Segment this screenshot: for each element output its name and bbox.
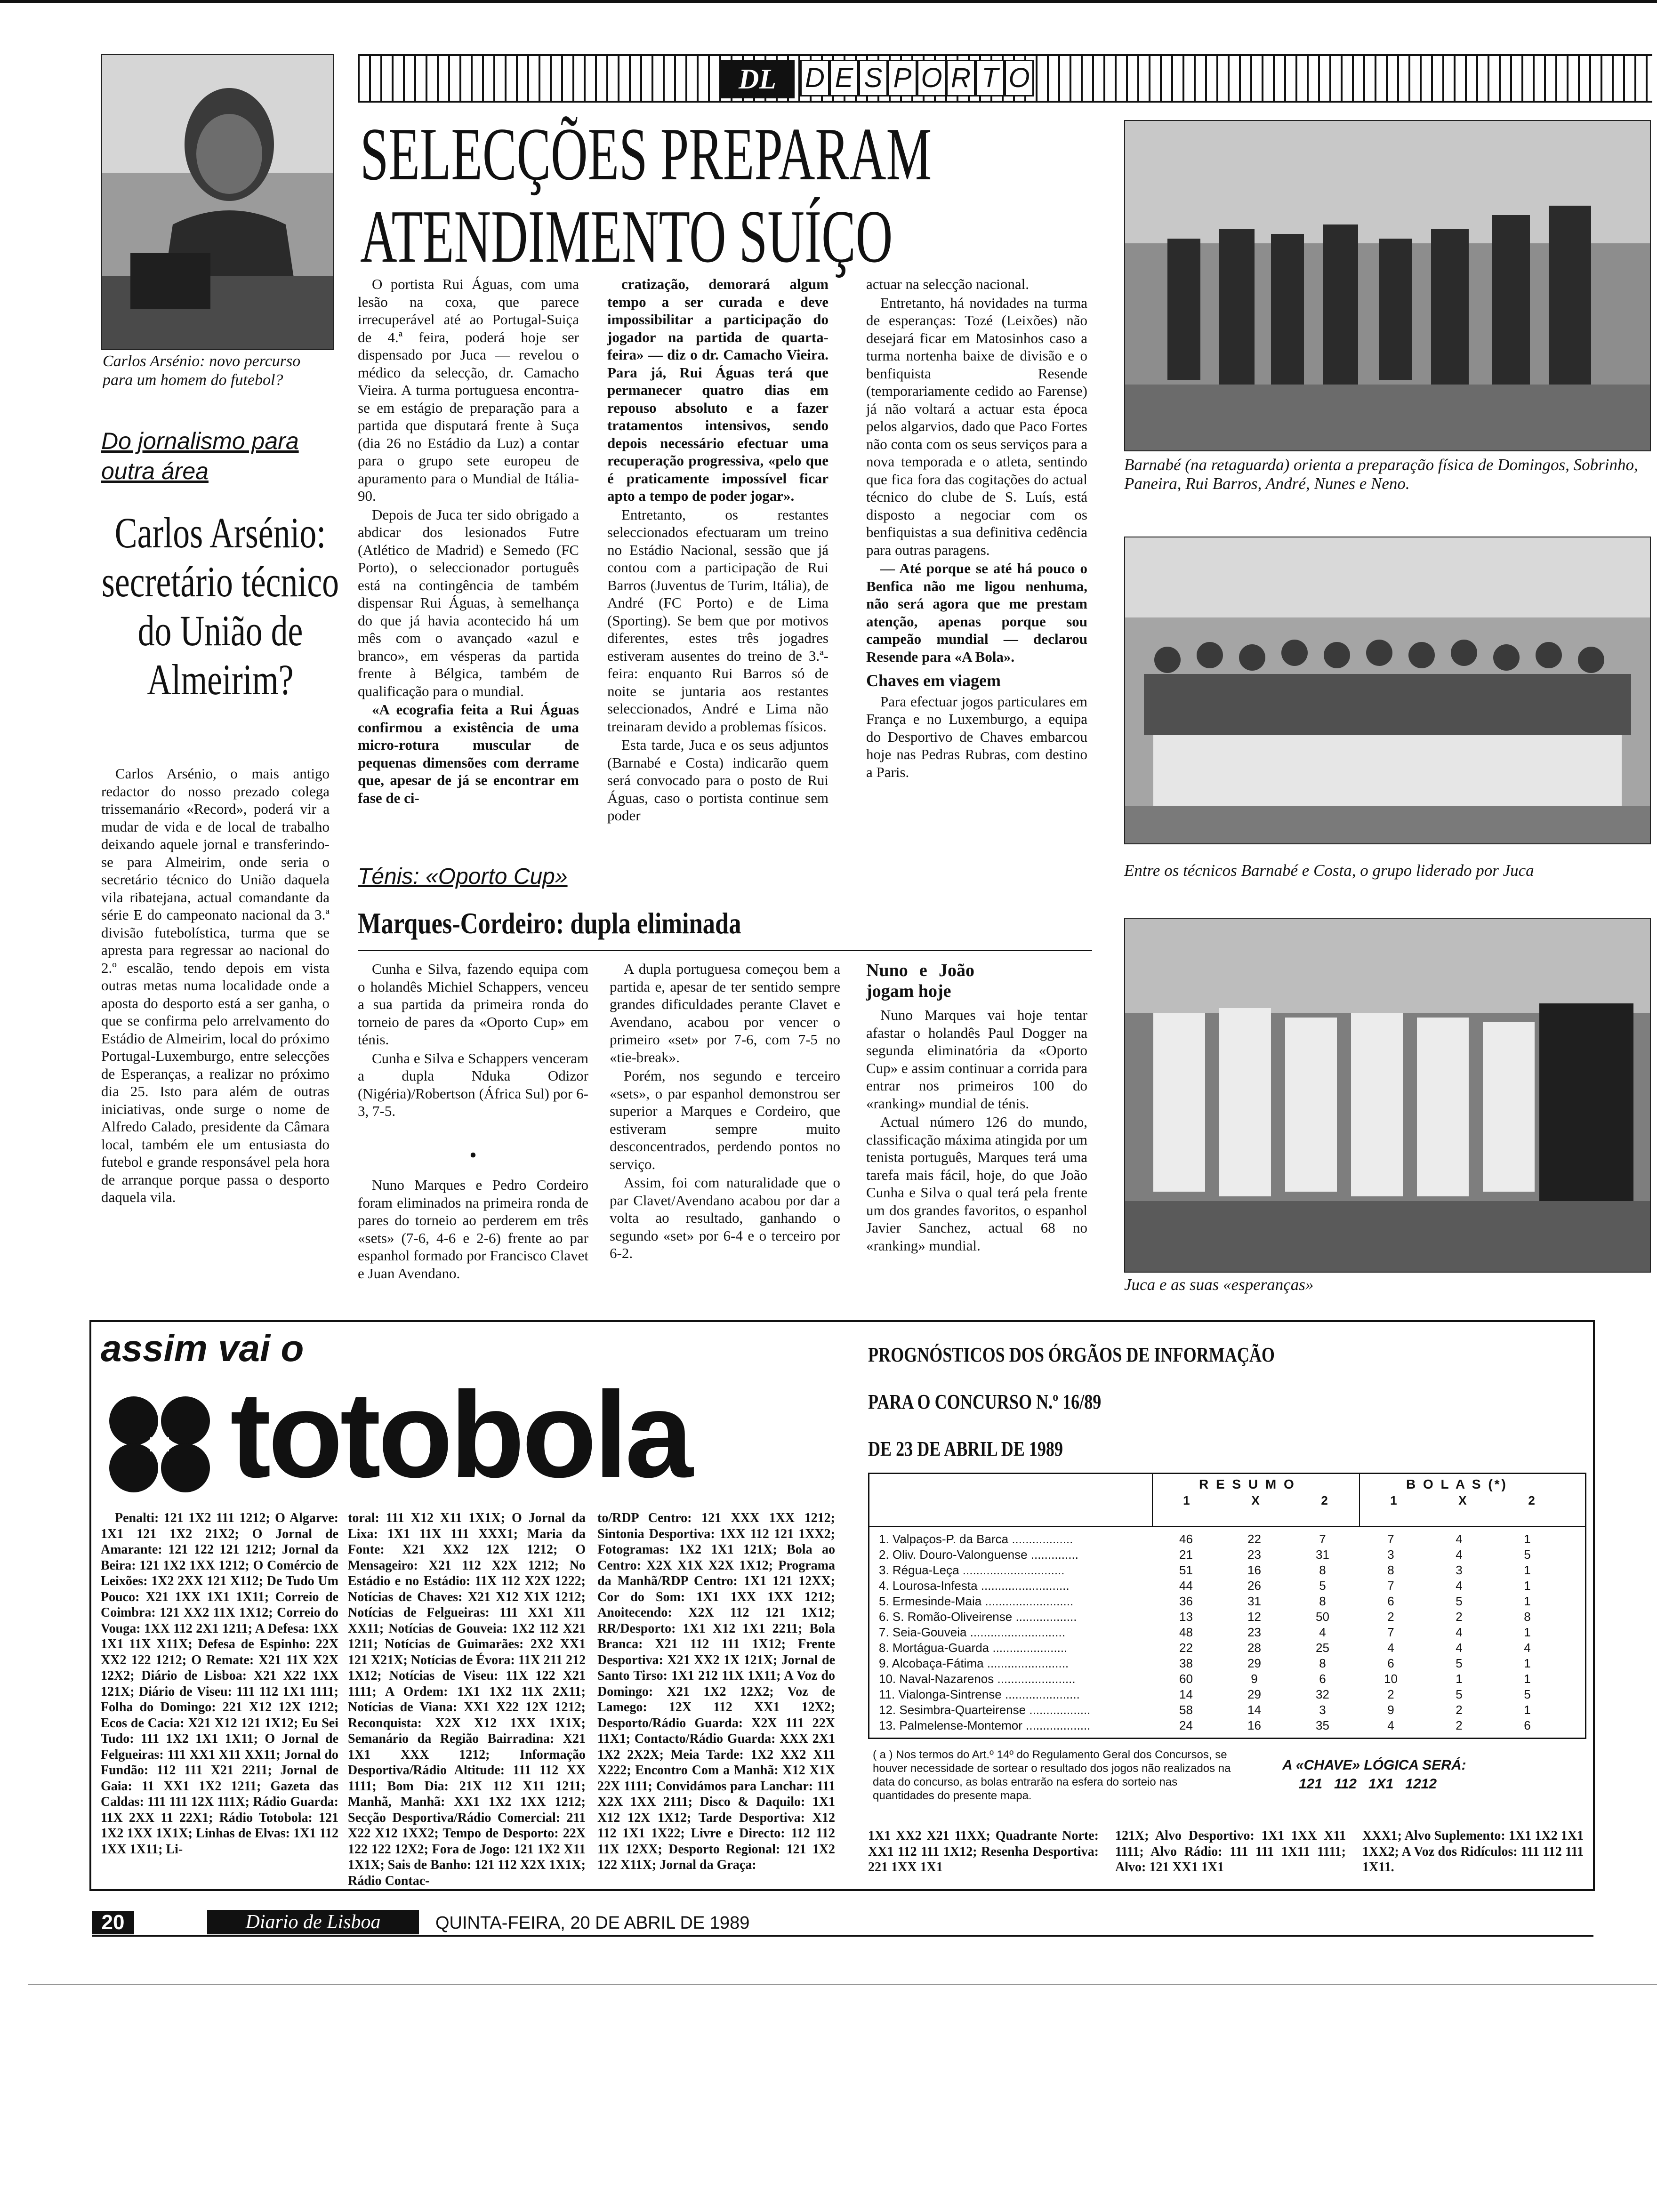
bolas-cell: 2 xyxy=(1387,1610,1394,1624)
bolas-cell: 1 xyxy=(1524,1672,1531,1686)
paragraph: «A ecografia feita a Rui Águas confirmou a existência de uma micro-rotura muscular de pequenas dimensões com derrame que, apesar de já se encontrar em fase de ci- xyxy=(358,701,579,806)
totobola-tagline: assim vai o xyxy=(101,1327,304,1369)
forecast-col-4 xyxy=(868,1828,1099,1876)
resumo-cell: 46 xyxy=(1179,1532,1193,1546)
masthead xyxy=(358,54,1652,103)
team-photo xyxy=(1124,537,1651,844)
left-kicker: Do jornalismo para outra área xyxy=(101,428,299,484)
resumo-cell: 36 xyxy=(1179,1594,1193,1608)
bolas-cell: 1 xyxy=(1524,1625,1531,1639)
table-row xyxy=(879,1671,1561,1687)
forecast-col-5 xyxy=(1115,1828,1346,1876)
table-row xyxy=(879,1547,1561,1563)
tennis-rule xyxy=(358,950,1092,951)
title-line-2: PARA O CONCURSO N.º 16/89 xyxy=(868,1390,1102,1413)
tennis-col-2 xyxy=(610,960,840,1263)
footer-paper: Diario de Lisboa xyxy=(207,1910,419,1934)
bullet-separator: • xyxy=(469,1143,477,1167)
bolas-cell: 5 xyxy=(1456,1687,1463,1701)
bolas-label: B O L A S (*) xyxy=(1406,1477,1508,1491)
header-cell: 2 xyxy=(1528,1493,1535,1507)
paragraph: Entretanto, há novidades na turma de esperanças: Tozé (Leixões) não desejará ficar em Matosinhos caso a turma nortenha baixe de divisão e o benfiquista Resende (temporariamente cedido ao Farense) já não voltará a actuar esta época pelos algarvios, dado que Paco Fortes não conta com os seus serviços para a nova temporada e o atleta, sentindo que fica fora das cogitações do actual técnico do clube de S. Luís, está disposto a negociar com os benfiquistas a sua definitiva cedência para outras paragens. xyxy=(866,294,1087,558)
bolas-cell: 1 xyxy=(1456,1672,1463,1686)
bolas-cell: 4 xyxy=(1456,1532,1463,1546)
game-cell: 6. S. Romão-Oliveirense .................. xyxy=(879,1610,1077,1624)
paragraph: Esta tarde, Juca e os seus adjuntos (Barnabé e Costa) indicarão quem será convocado para o posto de Rui Águas, caso o portista continue sem poder xyxy=(607,737,828,824)
resumo-cell: 58 xyxy=(1179,1703,1193,1717)
header-rule xyxy=(869,1526,1585,1527)
main-col-2 xyxy=(607,275,828,825)
footer-rule xyxy=(92,1935,1593,1937)
paragraph: actuar na selecção nacional. xyxy=(866,276,1029,292)
game-cell: 9. Alcobaça-Fátima ........................ xyxy=(879,1656,1069,1670)
bolas-cell: 4 xyxy=(1524,1641,1531,1655)
paragraph: Cunha e Silva e Schappers venceram a dupla Nduka Odizor (Nigéria)/Robertson (África Sul) por 6-3, 7-5. xyxy=(358,1050,588,1119)
bolas-cell: 1 xyxy=(1524,1594,1531,1608)
main-headline-line2: ATENDIMENTO SUÍÇO xyxy=(360,194,893,278)
forecast-list: to/RDP Centro: 121 XXX 1XX 1212; Sintonia Desportiva: 1XX 112 121 1XX2; Fotogramas: 1X2 1X1 121X; Bola ao Centro: X2X X1X X2X 1X12; Programa da Manhã/RDP Centro: 1X1 121 12XX; Cor do Som: 1X1 1XX 1XX 1212; Anoitecendo: X2X 112 121 1X12; RR/Desporto: 1X1 X12 1X1 2211; Bola Branca: X21 112 111 1X12; Frente Desportiva: X21 XX2 1X 121X; Jornal de Santo Tirso: 1X1 212 11X 1X11; A Voz do Domingo: X21 1X2 12X2; Voz de Lamego: 12X 112 XX1 12X2; Desporto/Rádio Guarda: X2X 111 22X 11X1; Contacto/Rádio Guarda: XXX 2X1 1X2 2X2X; Meia Tarde: 1X2 XX2 X11 X222; Encontro Com a Manhã: X12 X1X 22X 1111; Convidámos para Lanchar: 111 X2X 1XX 2111; Disco & Daquilo: 1X1 X12 12X 1X12; Tarde Desportiva: X12 112 1X1 1X22; Livre e Directo: 112 112 11X 12XX; Desporto Regional: 121 1X2 122 X11X; Jornal da Graça: xyxy=(597,1511,835,1872)
game-cell: 7. Seia-Gouveia ............................ xyxy=(879,1625,1065,1639)
totobola-box xyxy=(89,1320,1595,1891)
resumo-cell: 12 xyxy=(1247,1610,1261,1624)
game-cell: 3. Régua-Leça .............................. xyxy=(879,1563,1065,1577)
forecast-col-2 xyxy=(348,1510,586,1890)
tennis-subhead: Nuno e João jogam hoje xyxy=(866,961,974,1001)
bolas-cell: 4 xyxy=(1387,1718,1394,1732)
bottom-rule xyxy=(28,1984,1657,1985)
bolas-cell: 9 xyxy=(1387,1703,1394,1717)
resumo-cell: 35 xyxy=(1316,1718,1329,1732)
bolas-cell: 4 xyxy=(1456,1625,1463,1639)
resumo-cell: 24 xyxy=(1179,1718,1193,1732)
section-letter: O xyxy=(1005,60,1034,96)
bolas-cell: 2 xyxy=(1456,1703,1463,1717)
resumo-cell: 13 xyxy=(1179,1610,1193,1624)
resumo-cell: 25 xyxy=(1316,1641,1329,1655)
resumo-cell: 6 xyxy=(1319,1672,1326,1686)
bolas-cell: 10 xyxy=(1384,1672,1398,1686)
bolas-cell: 1 xyxy=(1524,1703,1531,1717)
portrait-caption: Carlos Arsénio: novo percurso para um homem do futebol? xyxy=(103,353,301,389)
game-cell: 10. Naval-Nazarenos ....................... xyxy=(879,1672,1076,1686)
game-cell: 11. Vialonga-Sintrense ...................... xyxy=(879,1687,1080,1701)
resumo-cell: 16 xyxy=(1247,1718,1261,1732)
paragraph: — Até porque se até há pouco o Benfica não me ligou nenhuma, não será agora que me prestam atenção, apenas porque sou campeão mundial — declarou Resende para «A Bola». xyxy=(866,560,1087,665)
page-number: 20 xyxy=(92,1911,134,1934)
bolas-cell: 7 xyxy=(1387,1579,1394,1593)
bolas-cell: 4 xyxy=(1456,1641,1463,1655)
resumo-cell: 16 xyxy=(1247,1563,1261,1577)
bolas-cell: 6 xyxy=(1387,1656,1394,1670)
resumo-cell: 31 xyxy=(1316,1547,1329,1562)
table-row xyxy=(879,1702,1561,1718)
forecast-list: Penalti: 121 1X2 111 1212; O Algarve: 1X1 121 1X2 21X2; O Jornal de Amarante: 121 122 121 1212; Jornal da Beira: 121 1X2 1XX 1212; O Comércio de Leixões: 1X2 2XX 121 X112; De Tudo Um Pouco: X21 1XX 1X1 1X11; Correio de Coimbra: 121 XX2 11X 1X12; Correio do Vouga: 1XX 112 2X1 1211; A Defesa: 1XX 1X1 11X X11X; Defesa de Espinho: 22X XX2 122 1212; O Remate: X21 11X X2X 12X2; Diário de Lisboa: X21 X22 1XX 121X; Diário de Viseu: 111 112 1X1 1111; Folha do Domingo: 221 X12 12X 1212; Ecos de Cacia: X21 X12 121 1X12; Eu Sei Tudo: 111 1X2 1X1 1X11; O Jornal de Felgueiras: 111 XX1 X11 XX11; Jornal do Fundão: 112 111 X21 2211; Jornal de Gaia: 11 XX1 1X2 1211; Gazeta das Caldas: 111 111 12X 111X; Rádio Guarda: 11X 2XX 11 22X1; Rádio Totobola: 121 1X2 1XX 1X1X; Linhas de Elvas: 1X1 112 1XX 1X11; Li- xyxy=(101,1511,338,1857)
tennis-headline: Marques-Cordeiro: dupla eliminada xyxy=(358,906,741,940)
title-line-3: DE 23 DE ABRIL DE 1989 xyxy=(868,1437,1063,1460)
forecast-col-6 xyxy=(1362,1828,1584,1876)
paragraph: Porém, nos segundo e terceiro «sets», o par espanhol demonstrou ser superior a Marques e Cordeiro, que estiveram sempre muito desconcentrados, perdendo pontos no serviço. xyxy=(610,1067,840,1172)
section-letter: D xyxy=(800,60,829,96)
resumo-label: R E S U M O xyxy=(1199,1477,1296,1491)
resumo-cell: 5 xyxy=(1319,1579,1326,1593)
bolas-cell: 5 xyxy=(1524,1547,1531,1562)
resumo-cell: 7 xyxy=(1319,1532,1326,1546)
game-cell: 8. Mortágua-Guarda ...................... xyxy=(879,1641,1068,1655)
resumo-cell: 8 xyxy=(1319,1594,1326,1608)
game-cell: 1. Valpaços-P. da Barca .................. xyxy=(879,1532,1073,1546)
table-row xyxy=(879,1578,1561,1594)
resumo-cell: 9 xyxy=(1251,1672,1258,1686)
header-cell: X xyxy=(1458,1493,1467,1507)
totobola-logo-icon xyxy=(105,1393,214,1496)
main-headline xyxy=(360,113,1123,278)
caption-1: Barnabé (na retaguarda) orienta a preparação física de Domingos, Sobrinho, Paneira, Rui Barros, André, Nunes e Neno. xyxy=(1124,456,1638,493)
esperancas-photo xyxy=(1124,918,1651,1273)
table-row xyxy=(879,1594,1561,1609)
game-cell: 5. Ermesinde-Maia .......................... xyxy=(879,1594,1074,1608)
paragraph: Nuno Marques e Pedro Cordeiro foram eliminados na primeira ronda de pares do torneio ao perderem em três «sets» (7-6, 4-6 e 2-6) frente ao par espanhol formado por Francisco Clavet e Juan Avendano. xyxy=(358,1177,588,1282)
chave-label: A «CHAVE» LÓGICA SERÁ: xyxy=(1282,1757,1466,1773)
paragraph: Cunha e Silva, fazendo equipa com o holandês Michiel Schappers, venceu a sua partida da primeira ronda do torneio de pares da «Oporto Cup» em ténis. xyxy=(358,961,588,1048)
bolas-cell: 1 xyxy=(1524,1563,1531,1577)
table-row xyxy=(879,1687,1561,1702)
table-row xyxy=(879,1625,1561,1640)
dl-logo xyxy=(720,60,795,98)
resumo-cell: 8 xyxy=(1319,1563,1326,1577)
resumo-cell: 8 xyxy=(1319,1656,1326,1670)
header-cell: X xyxy=(1251,1493,1260,1507)
section-letter: O xyxy=(917,60,946,96)
resumo-cell: 60 xyxy=(1179,1672,1193,1686)
forecast-list: 121X; Alvo Desportivo: 1X1 1XX X11 1111; Alvo Rádio: 111 111 1X11 1111; Alvo: 121 XX1 1X1 xyxy=(1115,1828,1346,1875)
left-body-text: Carlos Arsénio, o mais antigo redactor do nosso prezado colega trissemanário «Record», poderá vir a mudar de vida e de local de trabalho deixando aquele jornal e transferindo-se para Almeirim, onde seria o secretário técnico do União daquela vila ribatejana, actual comandante da série E do campeonato nacional da 3.ª divisão futebolística, turma que se apresta para regressar ao nacional do 2.º escalão, tendo depois em vista outras metas numa localidade onde a aposta do desporto está a ser ganha, o que se confirma pelo arrelvamento do Estádio de Almeirim, local do próximo Portugal-Luxemburgo, entre selecções de Esperanças, a realizar no próximo dia 25. Isto para além de outras iniciativas, onde surge o nome de Alfredo Calado, presidente da Câmara local, também ele um entusiasta do futebol e grande responsável pela hora de arranque porque passa o desporto daquela vila. xyxy=(101,765,330,1205)
table-row xyxy=(879,1656,1561,1671)
resumo-cell: 29 xyxy=(1247,1656,1261,1670)
resumo-cell: 3 xyxy=(1319,1703,1326,1717)
main-col-1 xyxy=(358,275,579,808)
paragraph: Actual número 126 do mundo, classificação máxima atingida por um tenista português, Marques terá uma tarefa mais fácil, hoje, do que João Cunha e Silva o qual terá pela frente um dos grandes favoritos, o espanhol Javier Sanchez, actual 68 no «ranking» mundial. xyxy=(866,1114,1087,1254)
resumo-cell: 29 xyxy=(1247,1687,1261,1701)
resumo-cell: 48 xyxy=(1179,1625,1193,1639)
footnote: ( a ) Nos termos do Art.º 14º do Regulamento Geral dos Concursos, se houver necessidade de sortear o resultado dos jogos não realizados na data do concurso, as bolas entrarão na esfera do sorteio nas quantidades do presente mapa. xyxy=(873,1748,1231,1802)
title-line-1: PROGNÓSTICOS DOS ÓRGÃOS DE INFORMAÇÃO xyxy=(868,1343,1275,1366)
section-letter: R xyxy=(946,60,975,96)
forecast-col-3 xyxy=(597,1510,835,1874)
section-letter: P xyxy=(888,60,917,96)
section-letter: T xyxy=(975,60,1005,96)
resumo-cell: 50 xyxy=(1316,1610,1329,1624)
table-row xyxy=(879,1563,1561,1578)
col-header-row xyxy=(1152,1493,1566,1508)
paragraph: O portista Rui Águas, com uma lesão na coxa, que parece irrecuperável até ao Portugal-Suiça de 4.ª feira, poderá hoje ser dispensado por Juca — revelou o médico da selecção, dr. Camacho Vieira. A turma portuguesa encontra-se em estágio de preparação para a partida que disputará frente à Suça (dia 26 no Estádio da Luz) a contar para o grupo sete europeu de apuramento para o Mundial de Itália-90. xyxy=(358,276,579,504)
table-row xyxy=(879,1609,1561,1625)
bolas-cell: 7 xyxy=(1387,1532,1394,1546)
resumo-cell: 14 xyxy=(1247,1703,1261,1717)
section-letter: E xyxy=(829,60,859,96)
table-row xyxy=(1152,1493,1566,1508)
bolas-cell: 5 xyxy=(1524,1687,1531,1701)
resumo-cell: 23 xyxy=(1247,1625,1261,1639)
resumo-cell: 44 xyxy=(1179,1579,1193,1593)
table-row xyxy=(879,1718,1561,1733)
bolas-cell: 7 xyxy=(1387,1625,1394,1639)
forecast-list: XXX1; Alvo Suplemento: 1X1 1X2 1X1 1XX2; A Voz dos Ridículos: 111 112 111 1X11. xyxy=(1362,1828,1584,1875)
paragraph: Depois de Juca ter sido obrigado a abdicar dos lesionados Futre (Atlético de Madrid) e Semedo (FC Porto), o seleccionador português está na contingência de também dispensar Rui Águas, à semelhança do que já havia acontecido há um mês com o avançado «azul e branco», em vésperas da partida frente à Bélgica, também de qualificação para o mundial. xyxy=(358,506,579,699)
prognosticos-title xyxy=(868,1331,1527,1473)
paragraph: Nuno Marques vai hoje tentar afastar o holandês Paul Dogger na segunda eliminatória da «Oporto Cup» e assim continuar a corrida para entrar nos primeiros 100 do «ranking» mundial de ténis. xyxy=(866,1007,1087,1112)
bolas-cell: 8 xyxy=(1387,1563,1394,1577)
dl-logo-text: DL xyxy=(739,63,776,95)
left-body xyxy=(101,765,330,1207)
training-photo-1 xyxy=(1124,120,1651,451)
header-cell: 1 xyxy=(1183,1493,1190,1507)
section-letter: S xyxy=(859,60,888,96)
main-headline-line1: SELECÇÕES PREPARAM xyxy=(360,112,932,196)
results-table xyxy=(868,1473,1586,1739)
left-headline: Carlos Arsénio: secretário técnico do União de Almeirim? xyxy=(101,509,339,704)
chave-value: 121 112 1X1 1212 xyxy=(1299,1776,1437,1792)
bolas-cell: 5 xyxy=(1456,1656,1463,1670)
bolas-cell: 4 xyxy=(1456,1547,1463,1562)
chaves-subhead: Chaves em viagem xyxy=(866,671,1001,690)
game-cell: 4. Lourosa-Infesta .......................... xyxy=(879,1579,1070,1593)
bolas-cell: 4 xyxy=(1387,1641,1394,1655)
bolas-cell: 6 xyxy=(1524,1718,1531,1732)
bolas-cell: 4 xyxy=(1456,1579,1463,1593)
top-rule xyxy=(0,0,1657,3)
paragraph: Assim, foi com naturalidade que o par Clavet/Avendano acabou por dar a volta ao resultado, ganhando o segundo «set» por 6-4 e o terceiro por 6-2. xyxy=(610,1174,840,1261)
bolas-cell: 3 xyxy=(1387,1547,1394,1562)
bolas-cell: 1 xyxy=(1524,1579,1531,1593)
game-cell: 13. Palmelense-Montemor ................... xyxy=(879,1718,1091,1732)
resumo-cell: 22 xyxy=(1179,1641,1193,1655)
bolas-cell: 2 xyxy=(1456,1610,1463,1624)
section-title xyxy=(800,60,1034,95)
resumo-cell: 51 xyxy=(1179,1563,1193,1577)
forecast-list: 1X1 XX2 X21 11XX; Quadrante Norte: XX1 112 111 1X12; Resenha Desportiva: 221 1XX 1X1 xyxy=(868,1828,1099,1875)
caption-2: Entre os técnicos Barnabé e Costa, o grupo liderado por Juca xyxy=(1124,861,1534,880)
header-cell: 1 xyxy=(1390,1493,1397,1507)
footer-date: QUINTA-FEIRA, 20 DE ABRIL DE 1989 xyxy=(435,1913,750,1933)
forecast-list: toral: 111 X12 X11 1X1X; O Jornal da Lixa: 1X1 11X 111 XXX1; Maria da Fonte: X21 XX2 12X 1212; O Mensageiro: X21 112 X2X 1212; No Estádio e no Estádio: 11X 112 X2X 1222; Notícias de Chaves: X21 X12 X1X 1212; Notícias de Felgueiras: 111 XX1 X11 XX11; Notícias de Gouveia: 1X2 112 X21 1211; Notícias de Guimarães: 2X2 XX1 121 X21X; Notícias de Évora: 11X 211 212 1X12; Notícias de Viseu: 11X 122 X21 1111; A Ordem: 1X1 1X2 11X 2X11; Notícias de Viana: XX1 X22 12X 1212; Reconquista: X2X X12 1XX 1X1X; Semanário da Região Bairradina: X21 1X1 XXX 1212; Informação Desportiva/Rádio Altitude: 111 112 XX 1111; Bom Dia: 21X 112 X11 1211; Manhã, Manhã: XX1 1X2 1XX 1212; Secção Desportiva/Rádio Comercial: 211 X22 X12 1XX2; Tempo de Desporto: 22X 122 122 12X2; Fora de Jogo: 121 1X2 X11 1X1X; Sais de Banho: 121 112 X2X 1X1X; Rádio Contac- xyxy=(348,1511,586,1888)
resumo-cell: 4 xyxy=(1319,1625,1326,1639)
bolas-cell: 1 xyxy=(1524,1532,1531,1546)
resumo-cell: 32 xyxy=(1316,1687,1329,1701)
main-col-3 xyxy=(866,275,1087,782)
bolas-cell: 5 xyxy=(1456,1594,1463,1608)
tennis-kicker: Ténis: «Oporto Cup» xyxy=(358,864,568,889)
resumo-cell: 31 xyxy=(1247,1594,1261,1608)
header-cell: 2 xyxy=(1321,1493,1328,1507)
resumo-cell: 21 xyxy=(1179,1547,1193,1562)
resumo-cell: 28 xyxy=(1247,1641,1261,1655)
paragraph: Entretanto, os restantes seleccionados efectuaram um treino no Estádio Nacional, sessão que já contou com a participação de Rui Barros (Juventus de Turim, Itália), de André (FC Porto) e de Lima (Sporting). Se bem que por motivos diferentes, estes três jogadres estiveram ausentes do treino de 3.ª-feira: enquanto Rui Barros só de noite se juntaria aos restantes seleccionados, André e Lima não treinaram devido a problemas físicos. xyxy=(607,506,828,735)
games-table xyxy=(879,1531,1561,1733)
forecast-col-1 xyxy=(101,1510,338,1858)
resumo-cell: 38 xyxy=(1179,1656,1193,1670)
table-row xyxy=(879,1531,1561,1547)
paragraph: A dupla portuguesa começou bem a partida e, apesar de ter sentido sempre grandes dificuldades perante Clavet e Avendano, acabou por vencer o primeiro «set» por 7-6, com 7-5 no «tie-break». xyxy=(610,961,840,1066)
paragraph: cratização, demorará algum tempo a ser curada e deve impossibilitar a participação do jogador na partida de quarta-feira» — diz o dr. Camacho Vieira. Para já, Rui Águas terá que permanecer quatro dias em repouso absoluto e a fazer tratamentos intensivos, sendo depois necessário efectuar uma recuperação progressiva, «pelo que é praticamente impossível ficar apto a tempo de poder jogar». xyxy=(607,276,828,504)
portrait-photo xyxy=(101,54,334,350)
bolas-cell: 2 xyxy=(1456,1718,1463,1732)
resumo-cell: 23 xyxy=(1247,1547,1261,1562)
totobola-brand: totobola xyxy=(230,1367,691,1503)
resumo-cell: 26 xyxy=(1247,1579,1261,1593)
resumo-cell: 14 xyxy=(1179,1687,1193,1701)
bolas-cell: 3 xyxy=(1456,1563,1463,1577)
bolas-cell: 6 xyxy=(1387,1594,1394,1608)
bolas-cell: 2 xyxy=(1387,1687,1394,1701)
resumo-cell: 22 xyxy=(1247,1532,1261,1546)
game-cell: 2. Oliv. Douro-Valonguense .............. xyxy=(879,1547,1078,1562)
bolas-cell: 8 xyxy=(1524,1610,1531,1624)
table-row xyxy=(879,1640,1561,1656)
tennis-col-1 xyxy=(358,960,588,1283)
caption-3: Juca e as suas «esperanças» xyxy=(1124,1275,1314,1294)
bolas-cell: 1 xyxy=(1524,1656,1531,1670)
paragraph: Para efectuar jogos particulares em França e no Luxemburgo, a equipa do Desportivo de Chaves embarcou hoje nas Pedras Rubras, com destino a Paris. xyxy=(866,693,1087,780)
game-cell: 12. Sesimbra-Quarteirense .................. xyxy=(879,1703,1091,1717)
tennis-col-3 xyxy=(866,960,1087,1255)
